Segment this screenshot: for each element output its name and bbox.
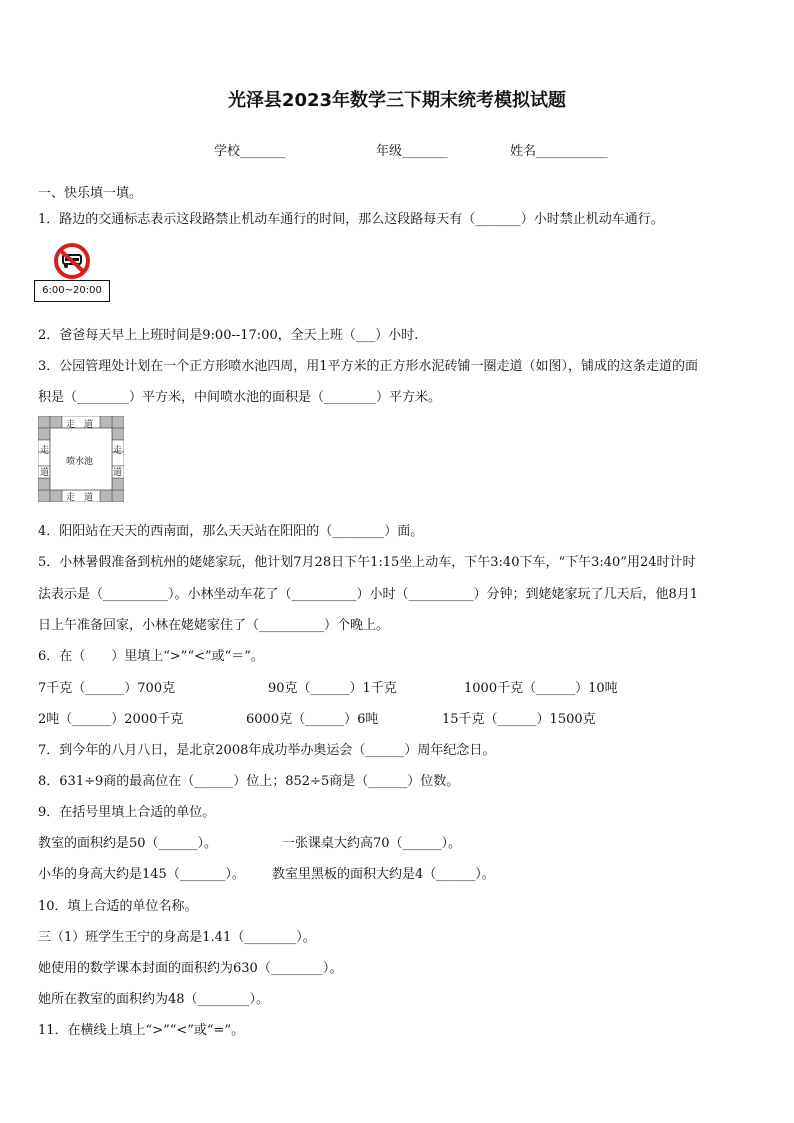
question-4: 4．阳阳站在天天的西南面，那么天天站在阳阳的（________）面。: [38, 524, 424, 539]
pool-right-label-2: 道: [113, 468, 123, 478]
name-field: 姓名___________: [510, 144, 608, 159]
q10-item: 三（1）班学生王宁的身高是1.41（________）。: [38, 930, 316, 945]
no-motor-vehicles-sign-icon: [50, 242, 94, 282]
pool-bottom-label: 走 道: [66, 493, 94, 503]
question-5-line-1: 5．小林暑假准备到杭州的姥姥家玩，他计划7月28日下午1:15坐上动车，下午3:40下车，“下午3:40”用24时计时: [38, 555, 696, 570]
q9-item: 教室里黑板的面积大约是4（______）。: [272, 867, 495, 882]
q9-item: 小华的身高大约是145（_______）。: [38, 867, 245, 882]
q9-item: 教室的面积约是50（______）。: [38, 836, 218, 851]
traffic-sign: [34, 242, 112, 304]
q9-item: 一张课桌大约高70（______）。: [282, 836, 462, 851]
pool-right-label-1: 走: [113, 446, 123, 456]
question-9-stem: 9．在括号里填上合适的单位。: [38, 805, 216, 820]
fountain-pool-diagram: [38, 416, 124, 502]
pool-top-label: 走 道: [66, 420, 94, 430]
q6-item: 7千克（______）700克: [38, 681, 176, 696]
pool-center-label: 喷水池: [66, 457, 94, 467]
question-6-stem: 6．在（ ）里填上“>”“<”或“＝”。: [38, 649, 264, 664]
question-1: 1．路边的交通标志表示这段路禁止机动车通行的时间，那么这段路每天有（_______）小时禁止机动车通行。: [38, 212, 664, 227]
pool-left-label-1: 走: [40, 446, 50, 456]
page-title: 光泽县2023年数学三下期末统考模拟试题: [227, 90, 567, 111]
q6-item: 6000克（______）6吨: [246, 712, 379, 727]
grade-field: 年级_______: [376, 144, 448, 159]
q6-item: 15千克（______）1500克: [442, 712, 596, 727]
question-7: 7．到今年的八月八日，是北京2008年成功举办奥运会（______）周年纪念日。: [38, 743, 496, 758]
q6-item: 1000千克（______）10吨: [464, 681, 618, 696]
question-3-line-1: 3．公园管理处计划在一个正方形喷水池四周，用1平方米的正方形水泥砖铺一圈走道（如图），铺成的这条走道的面: [38, 359, 699, 374]
section-heading: 一、快乐填一填。: [38, 186, 143, 201]
q10-item: 她使用的数学课本封面的面积约为630（________）。: [38, 961, 343, 976]
question-3-line-2: 积是（________）平方米，中间喷水池的面积是（________）平方米。: [38, 390, 442, 405]
question-8: 8．631÷9商的最高位在（______）位上；852÷5商是（______）位数。: [38, 774, 460, 789]
question-10-stem: 10．填上合适的单位名称。: [38, 899, 198, 914]
school-field: 学校_______: [214, 144, 286, 159]
q10-item: 她所在教室的面积约为48（________）。: [38, 992, 270, 1007]
question-11: 11．在横线上填上“>”“<”或“=”。: [38, 1023, 245, 1038]
q6-item: 2吨（______）2000千克: [38, 712, 184, 727]
question-2: 2．爸爸每天早上上班时间是9:00--17:00，全天上班（___）小时.: [38, 328, 419, 343]
q6-item: 90克（______）1千克: [268, 681, 397, 696]
sign-time-plate: 6:00~20:00: [34, 280, 110, 302]
question-5-line-2: 法表示是（__________）。小林坐动车花了（__________）小时（__________）分钟；到姥姥家玩了几天后，他8月1: [38, 587, 699, 602]
pool-left-label-2: 道: [40, 468, 50, 478]
question-5-line-3: 日上午准备回家，小林在姥姥家住了（__________）个晚上。: [38, 618, 390, 633]
